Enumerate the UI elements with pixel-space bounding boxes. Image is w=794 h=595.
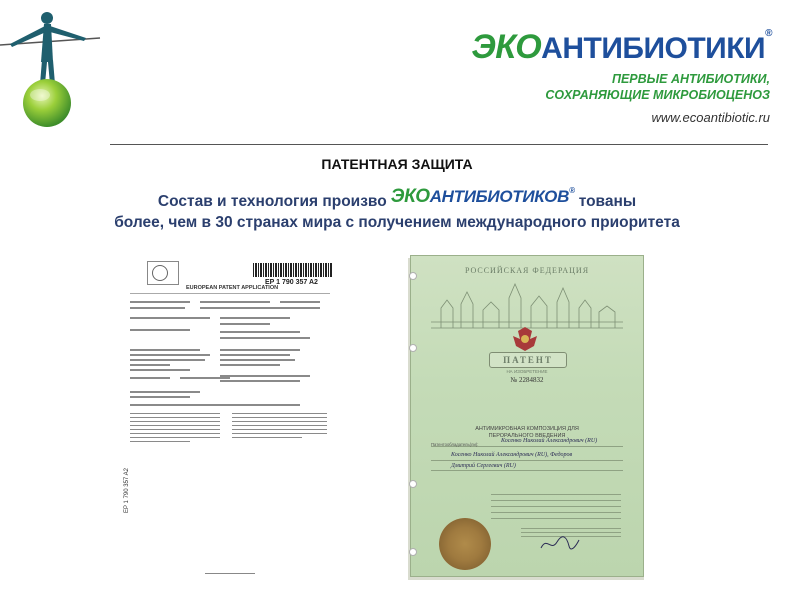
barcode	[253, 263, 333, 277]
binder-hole	[409, 548, 417, 556]
coat-of-arms-icon	[510, 324, 540, 354]
statement-line1-start: Состав и технология произво	[157, 193, 387, 210]
kremlin-illustration	[431, 278, 623, 330]
header-divider	[110, 144, 768, 145]
russian-patent-certificate-image: РОССИЙСКАЯ ФЕДЕРАЦИЯ ПАТЕНТ НА ИЗОБРЕТЕНИЕ № 2284832 АНТИМИКРОБНАЯ КОМПОЗИЦИЯ ДЛЯ ПЕРОРАЛЬНОГО ВВЕДЕНИЯ Косенко Николай Александрович (RU) Патентообладатель(ли): Косенко Николай Александрович (RU), Федоров Дмитрий Сергеевич (RU)	[410, 255, 644, 577]
european-patent-document-image	[110, 253, 345, 583]
inline-logo-name: АНТИБИОТИКОВ	[429, 187, 570, 206]
certificate-authors-line1: Косенко Николай Александрович (RU), Федоров	[451, 452, 573, 458]
slide-title: ПАТЕНТНАЯ ЗАЩИТА	[321, 156, 473, 172]
brand-tagline-line2: СОХРАНЯЮЩИЕ МИКРОБИОЦЕНОЗ	[545, 88, 770, 102]
brand-logo-eko: ЭКО	[471, 28, 542, 66]
brand-block	[471, 26, 782, 136]
binder-hole	[409, 480, 417, 488]
certificate-header: РОССИЙСКАЯ ФЕДЕРАЦИЯ	[464, 266, 590, 275]
inline-logo-eko: ЭКО	[390, 186, 430, 207]
inline-brand-logo	[387, 186, 579, 208]
brand-logo-registered-mark: ®	[765, 28, 772, 39]
signature	[539, 534, 581, 554]
mascot-figure-on-globe	[0, 0, 110, 140]
ep-document-number: EP 1 790 357 A2	[265, 279, 318, 286]
ep-footer-line	[205, 573, 255, 574]
binder-hole	[409, 272, 417, 280]
ep-application-title: EUROPEAN PATENT APPLICATION	[186, 285, 279, 291]
certificate-authors-line2: Дмитрий Сергеевич (RU)	[451, 463, 516, 469]
invention-title-line1: АНТИМИКРОБНАЯ КОМПОЗИЦИЯ ДЛЯ	[475, 426, 579, 432]
certificate-number: № 2284832	[510, 376, 544, 384]
wax-seal	[439, 518, 491, 570]
statement-line1-end: тованы	[578, 193, 637, 210]
brand-tagline-line1: ПЕРВЫЕ АНТИБИОТИКИ,	[611, 72, 770, 86]
epo-logo	[147, 261, 179, 285]
invention-title-line2: ПЕРОРАЛЬНОГО ВВЕДЕНИЯ	[488, 433, 566, 439]
binder-hole	[409, 344, 417, 352]
statement-line1	[0, 186, 794, 212]
certificate-owner: Косенко Николай Александрович (RU)	[501, 438, 598, 444]
ep-side-number: EP 1 790 357 A2	[124, 468, 130, 513]
certificate-banner: ПАТЕНТ	[489, 352, 567, 368]
brand-logo	[471, 28, 772, 67]
brand-logo-name: АНТИБИОТИКИ	[541, 32, 766, 65]
statement-line2: более, чем в 30 странах мира с получением международного приоритета	[114, 214, 680, 231]
inline-logo-registered-mark: ®	[569, 186, 575, 195]
website-link[interactable]: www.ecoantibiotic.ru	[651, 110, 770, 125]
certificate-subtitle: НА ИЗОБРЕТЕНИЕ	[506, 369, 548, 374]
